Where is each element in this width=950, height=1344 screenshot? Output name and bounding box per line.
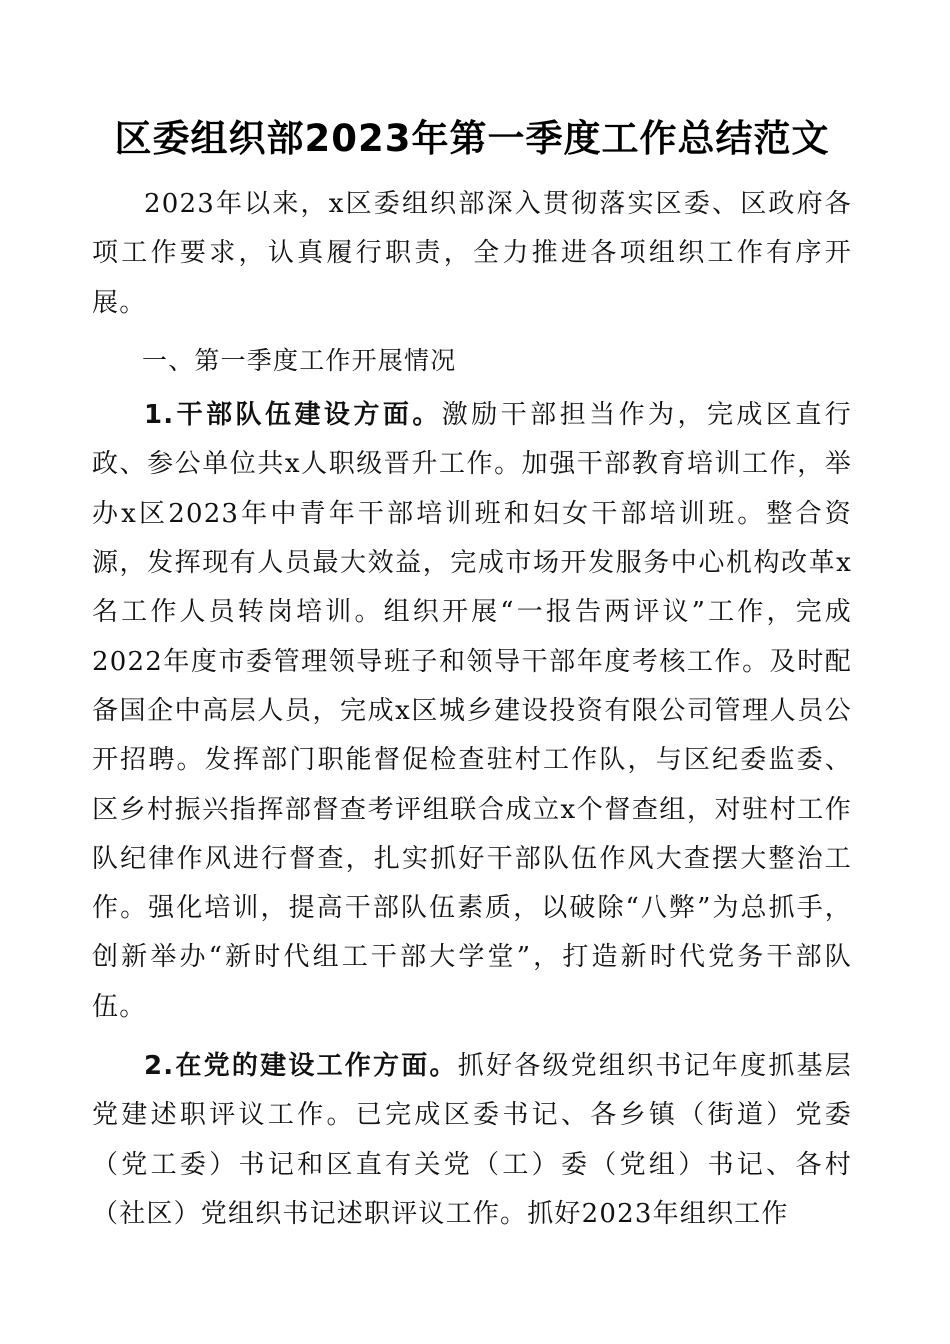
item-1-lead: 1.干部队伍建设方面。 bbox=[144, 400, 442, 431]
document-title: 区委组织部2023年第一季度工作总结范文 bbox=[114, 117, 830, 160]
intro-paragraph: 2023年以来，x区委组织部深入贯彻落实区委、区政府各项工作要求，认真履行职责，全力推进各项组织工作有序开展。 bbox=[92, 189, 852, 318]
item-1-body: 激励干部担当作为，完成区直行政、参公单位共x人职级晋升工作。加强干部教育培训工作，举办x区2023年中青年干部培训班和妇女干部培训班。整合资源，发挥现有人员最大效益，完成市场开发服务中心机构改革x名工作人员转岗培训。组织开展“一报告两评议”工作，完成2022年度市委管理领导班子和领导干部年度考核工作。及时配备国企中高层人员，完成x区城乡建设投资有限公司管理人员公开招聘。发挥部门职能督促检查驻村工作队，与区纪委监委、区乡村振兴指挥部督查考评组联合成立x个督查组，对驻村工作队纪律作风进行督查，扎实抓好干部队伍作风大查摆大整治工作。强化培训，提高干部队伍素质，以破除“八弊”为总抓手，创新举办“新时代组工干部大学堂”，打造新时代党务干部队伍。 bbox=[92, 400, 852, 1022]
item-2-lead: 2.在党的建设工作方面。 bbox=[144, 1051, 458, 1082]
item-2-body: 抓好各级党组织书记年度抓基层党建述职评议工作。已完成区委书记、各乡镇（街道）党委（党工委）书记和区直有关党（工）委（党组）书记、各村（社区）党组织书记述职评议工作。抓好2023年组织工作 bbox=[92, 1051, 852, 1229]
item-2-paragraph bbox=[92, 1042, 852, 1239]
document-page bbox=[92, 112, 852, 1239]
section-heading: 一、第一季度工作开展情况 bbox=[142, 345, 457, 375]
item-1-paragraph bbox=[92, 391, 852, 1032]
